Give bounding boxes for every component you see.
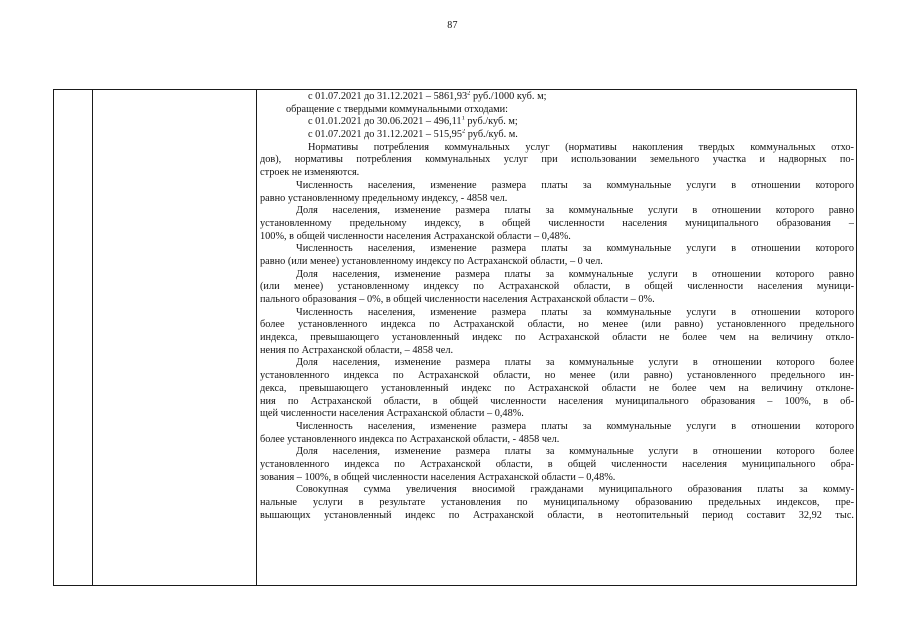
text-segment: Доля населения, изменение размера платы за коммунальные услуги в отношении которого равно <box>296 205 854 217</box>
text-segment: Численность населения, изменение размера платы за коммунальные услуги в отношении которого <box>296 179 854 191</box>
column-divider-2 <box>256 90 257 585</box>
text-segment: Доля населения, изменение размера платы за коммунальные услуги в отношении которого более <box>296 446 854 458</box>
text-segment: индекса, превышающего установленный индекс по Астраханской области не более чем на величину откло- <box>260 332 854 344</box>
text-segment: нальные услуги в результате установления по муниципальному образованию предельных индексов, пре- <box>260 497 854 508</box>
text-segment: руб./куб. м. <box>465 129 518 141</box>
text-line <box>260 497 854 510</box>
footnote-marker: 2 <box>461 129 466 135</box>
text-line <box>260 91 854 104</box>
text-line <box>260 116 854 129</box>
text-segment: 100%, в общей численности населения Астраханской области – 0,48%. <box>260 230 571 242</box>
text-segment: пального образования – 0%, в общей численности населения Астраханской области – 0%. <box>260 294 655 305</box>
text-line <box>260 154 854 167</box>
text-line <box>260 294 854 307</box>
text-segment: более установленного индекса по Астраханской области, но менее (или равно) установленного предельного <box>260 319 854 331</box>
text-segment: руб./1000 куб. м; <box>470 91 547 102</box>
text-segment: Совокупная сумма увеличения вносимой гражданами муниципального образования платы за комму- <box>296 484 854 496</box>
text-segment: равно (или менее) установленному индексу по Астраханской области, – 0 чел. <box>260 255 603 267</box>
text-line <box>260 484 854 497</box>
text-segment: с 01.07.2021 до 31.12.2021 – 515,95 <box>308 129 462 141</box>
text-segment: обращение с твердыми коммунальными отходами: <box>286 103 509 115</box>
text-line <box>260 459 854 472</box>
text-segment: равно установленному предельному индексу, - 4858 чел. <box>260 192 508 204</box>
text-line <box>260 408 854 421</box>
text-segment: установленного индекса по Астраханской области, в общей численности населения муниципального обра- <box>260 458 854 470</box>
text-line <box>260 269 854 282</box>
text-segment: нения по Астраханской области, – 4858 чел. <box>260 344 454 356</box>
text-segment: с 01.01.2021 до 30.06.2021 – 496,11 <box>308 116 462 128</box>
text-segment: установленному предельному индексу, в общей численности населения муниципального образования – <box>260 217 854 229</box>
footnote-marker: 1 <box>461 116 465 122</box>
document-table <box>53 89 857 586</box>
text-line <box>260 180 854 193</box>
text-line <box>260 434 854 447</box>
text-line <box>260 129 854 142</box>
footnote-marker: 2 <box>467 91 471 97</box>
text-segment: вышающих установленный индекс по Астраханской области, в неотопительный период составит 32,92 тыс. <box>260 509 854 521</box>
text-segment: зования – 100%, в общей численности населения Астраханской области – 0,48%. <box>260 471 616 483</box>
text-segment: более установленного индекса по Астраханской области, - 4858 чел. <box>260 433 560 445</box>
text-line <box>260 104 854 117</box>
text-line <box>260 256 854 269</box>
text-line <box>260 370 854 383</box>
text-line <box>260 142 854 155</box>
text-segment: строек не изменяются. <box>260 167 360 179</box>
text-line <box>260 383 854 396</box>
text-line <box>260 218 854 231</box>
text-segment: (или менее) установленному индексу по Астраханской области, в общей численности населения муници- <box>260 281 854 293</box>
text-segment: Доля населения, изменение размера платы за коммунальные услуги в отношении которого более <box>296 357 854 369</box>
text-line <box>260 193 854 206</box>
text-segment: Численность населения, изменение размера платы за коммунальные услуги в отношении которого <box>296 243 854 255</box>
text-segment: ния по Астраханской области, в общей численности населения муниципального образования – 100%, в об- <box>260 395 854 407</box>
text-line <box>260 281 854 294</box>
text-line <box>260 446 854 459</box>
text-segment: декса, превышающего установленный индекс по Астраханской области не более чем на величину отклоне- <box>260 382 854 394</box>
page-number: 87 <box>447 20 458 31</box>
text-segment: руб./куб. м; <box>464 116 518 128</box>
text-line <box>260 332 854 345</box>
text-line <box>260 396 854 409</box>
text-segment: щей численности населения Астраханской области – 0,48%. <box>260 408 524 420</box>
text-cell <box>260 91 854 522</box>
text-line <box>260 319 854 332</box>
text-line <box>260 205 854 218</box>
text-line <box>260 472 854 485</box>
text-line <box>260 307 854 320</box>
text-line <box>260 243 854 256</box>
text-segment: Доля населения, изменение размера платы за коммунальные услуги в отношении которого равно <box>296 268 854 280</box>
text-line <box>260 357 854 370</box>
text-segment: установленного индекса по Астраханской области, но менее (или равно) установленного предельного ин- <box>260 370 854 382</box>
text-segment: Численность населения, изменение размера платы за коммунальные услуги в отношении которого <box>296 420 854 432</box>
text-line <box>260 510 854 523</box>
text-line <box>260 231 854 244</box>
text-segment: дов), нормативы потребления коммунальных услуг при использовании земельного участка и надворных по- <box>260 154 854 166</box>
text-segment: Нормативы потребления коммунальных услуг (нормативы накопления твердых коммунальных отхо- <box>308 141 854 153</box>
column-divider-1 <box>92 90 93 585</box>
text-segment: Численность населения, изменение размера платы за коммунальные услуги в отношении которого <box>296 306 854 318</box>
text-line <box>260 167 854 180</box>
text-line <box>260 421 854 434</box>
text-segment: с 01.07.2021 до 31.12.2021 – 5861,93 <box>308 91 468 102</box>
text-line <box>260 345 854 358</box>
